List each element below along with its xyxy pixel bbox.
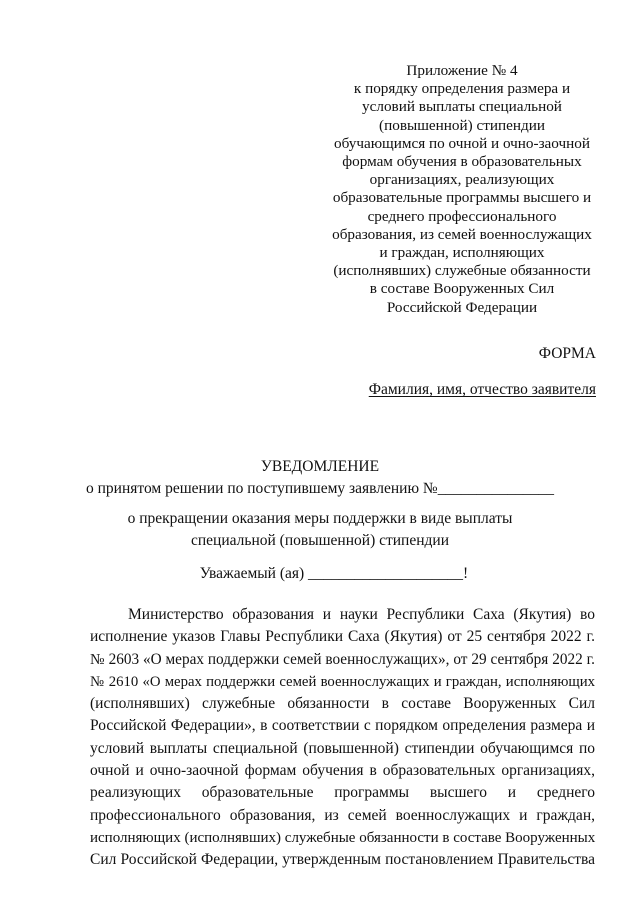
appendix-line: (повышенной) стипендии <box>379 116 545 134</box>
appendix-line: Российской Федерации <box>386 298 538 316</box>
salutation: Уважаемый (ая) ____________________! <box>199 565 469 582</box>
appendix-line: организациях, реализующих <box>369 171 555 189</box>
body-line: Министерство образования и науки Республики Саха (Якутия) во <box>128 606 595 623</box>
appendix-line: в составе Вооруженных Сил <box>369 280 555 298</box>
appendix-line: формам обучения в образовательных <box>342 153 582 171</box>
body-line: условий выплаты специальной (повышенной) стипендии обучающимся по <box>90 739 595 757</box>
appendix-line: образовательные программы высшего и <box>332 189 592 207</box>
body-line: исполняющих (исполнявших) служебные обязанности в составе Вооруженных <box>90 829 596 846</box>
appendix-block <box>322 62 602 317</box>
notice-subject-line-1: о прекращении оказания меры поддержки в виде выплаты <box>127 510 513 527</box>
body-line: № 2610 «О мерах поддержки семей военнослужащих и граждан, исполняющих <box>90 673 595 690</box>
body-line: № 2603 «О мерах поддержки семей военнослужащих», от 29 сентября 2022 г. <box>90 650 595 668</box>
appendix-line: и граждан, исполняющих <box>379 244 545 262</box>
appendix-line: условий выплаты специальной <box>362 98 562 116</box>
notice-title: УВЕДОМЛЕНИЕ <box>260 458 380 475</box>
form-label: ФОРМА <box>538 345 596 362</box>
appendix-line: Приложение № 4 <box>406 62 518 79</box>
notice-subtitle: о принятом решении по поступившему заявлению №_______________ <box>86 480 554 497</box>
appendix-line: среднего профессионального <box>367 207 557 225</box>
appendix-line: к порядку определения размера и <box>353 80 571 98</box>
body-line: профессионального образования, из семей военнослужащих и граждан, <box>90 806 595 824</box>
appendix-line: образования, из семей военнослужащих <box>332 225 592 243</box>
body-line: Российской Федерации», в соответствии с порядком определения размера и <box>90 717 595 735</box>
notice-subject-line-2: специальной (повышенной) стипендии <box>191 532 449 549</box>
appendix-line: обучающимся по очной и очно-заочной <box>334 134 590 152</box>
applicant-name-label: Фамилия, имя, отчество заявителя <box>368 381 596 398</box>
body-line: исполнение указов Главы Республики Саха (Якутия) от 25 сентября 2022 г. <box>90 628 595 646</box>
body-line: (исполнявших) служебные обязанности в составе Вооруженных Сил <box>90 695 595 713</box>
appendix-line: (исполнявших) служебные обязанности <box>333 262 591 280</box>
body-line: реализующих образовательные программы высшего и среднего <box>90 784 595 802</box>
body-paragraph <box>90 604 595 872</box>
body-line: очной и очно-заочной формам обучения в образовательных организациях, <box>90 762 595 780</box>
body-line: Сил Российской Федерации, утвержденным постановлением Правительства <box>90 851 595 869</box>
